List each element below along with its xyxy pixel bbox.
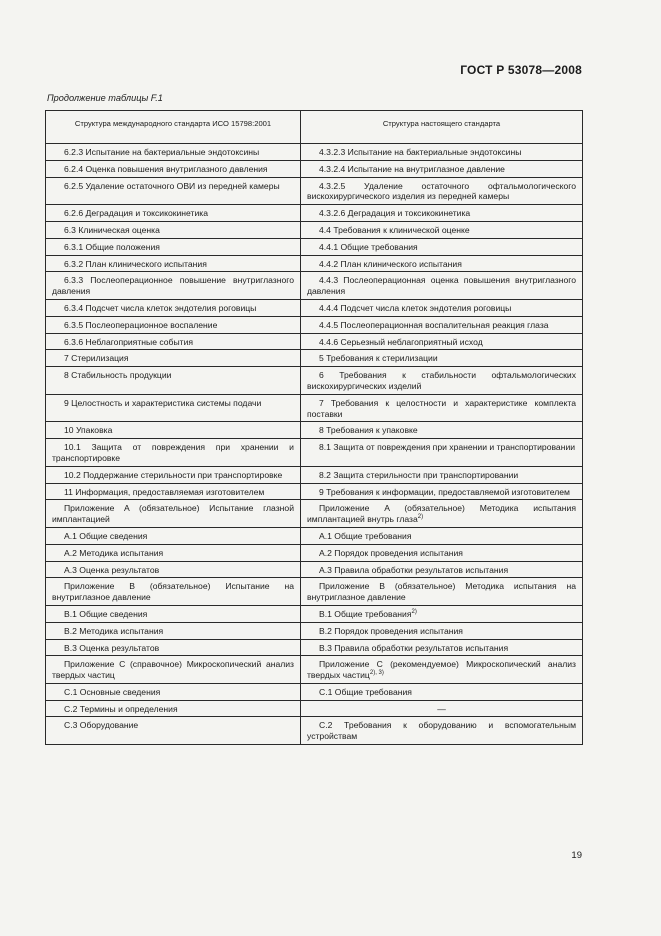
iso-structure-text: 8 Стабильность продукции [64,370,172,381]
gost-structure-label: 8.1 Защита от повреждения при хранении и транспортировании [319,442,576,453]
iso-structure-cell [46,656,301,684]
gost-structure-cell [301,683,583,700]
iso-structure-text: 6.3.6 Неблагоприятные события [64,336,194,347]
iso-structure-cell [46,439,301,467]
gost-structure-label: 5 Требования к стерилизации [319,353,438,364]
gost-structure-cell [301,367,583,395]
table-row [46,605,583,622]
gost-structure-text [307,303,576,314]
iso-structure-text: C.2 Термины и определения [64,703,178,714]
iso-structure-cell [46,177,301,205]
gost-structure-cell [301,255,583,272]
iso-structure-cell [46,160,301,177]
gost-structure-label: 4.3.2.6 Деградация и токсикокинетика [319,208,471,219]
gost-structure-text [307,337,576,348]
iso-structure-cell [46,205,301,222]
table-row [46,394,583,422]
gost-structure-label: 7 Требования к целостности и характеристике комплекта поставки [307,397,576,419]
iso-structure-text: 6.3.3 Послеоперационное повышение внутриглазного давления [52,275,294,297]
gost-structure-cell [301,221,583,238]
gost-structure-cell [301,299,583,316]
table-row [46,683,583,700]
gost-structure-label: Приложение C (рекомендуемое) Микроскопический анализ твердых частиц [307,659,576,681]
iso-structure-text: B.3 Оценка результатов [64,642,160,653]
gost-structure-label: 4.4.3 Послеоперационная оценка повышения внутриглазного давления [307,275,576,297]
gost-structure-text [307,259,576,270]
gost-structure-text [307,442,576,453]
gost-structure-cell [301,639,583,656]
gost-structure-cell [301,422,583,439]
gost-structure-label: 9 Требования к информации, предоставляемой изготовителем [319,486,570,497]
table-row [46,639,583,656]
iso-structure-cell [46,483,301,500]
iso-structure-text: Приложение A (обязательное) Испытание глазной имплантацией [52,503,294,525]
gost-structure-cell [301,333,583,350]
iso-structure-text: 6.3.4 Подсчет числа клеток эндотелия роговицы [64,302,257,313]
footnote-reference: 2), 3) [369,670,384,677]
iso-structure-cell [46,333,301,350]
iso-structure-cell [46,422,301,439]
gost-structure-cell [301,483,583,500]
iso-structure-cell [46,561,301,578]
table-row [46,527,583,544]
iso-structure-cell [46,578,301,606]
gost-structure-text [307,659,576,681]
standard-number: ГОСТ Р 53078—2008 [460,63,582,77]
gost-structure-text [307,581,576,603]
table-caption: Продолжение таблицы F.1 [47,93,163,103]
gost-structure-text [307,181,576,203]
gost-structure-text [307,398,576,420]
iso-structure-text: 10.2 Поддержание стерильности при транспортировке [64,469,283,480]
gost-structure-label: — [437,703,446,714]
gost-structure-cell [301,527,583,544]
gost-structure-cell [301,177,583,205]
iso-structure-cell [46,299,301,316]
iso-structure-cell [46,350,301,367]
gost-structure-label: 4.3.2.5 Удаление остаточного офтальмологического вискохирургического изделия из передней камеры [307,180,576,202]
gost-structure-text [307,503,576,525]
footnote-reference: 2) [417,514,424,521]
iso-structure-cell [46,394,301,422]
gost-structure-text [307,370,576,392]
gost-structure-label: 8 Требования к упаковке [319,425,418,436]
iso-structure-cell [46,221,301,238]
gost-structure-text [307,687,576,698]
gost-structure-label: A.3 Правила обработки результатов испытания [319,564,509,575]
gost-structure-text [307,470,576,481]
gost-structure-label: C.1 Общие требования [319,686,412,697]
iso-structure-cell [46,367,301,395]
gost-structure-text [307,487,576,498]
gost-structure-cell [301,205,583,222]
iso-structure-text: Приложение C (справочное) Микроскопический анализ твердых частиц [52,659,294,681]
gost-structure-text [307,531,576,542]
iso-structure-cell [46,255,301,272]
iso-structure-text: C.3 Оборудование [64,720,139,731]
gost-structure-text [307,565,576,576]
gost-structure-text [307,626,576,637]
gost-structure-label: 8.2 Защита стерильности при транспортировании [319,469,519,480]
gost-structure-cell [301,561,583,578]
gost-structure-text [307,320,576,331]
gost-structure-text [307,720,576,742]
iso-structure-text: A.1 Общие сведения [64,530,148,541]
table-row [46,622,583,639]
gost-structure-label: 4.4.4 Подсчет числа клеток эндотелия роговицы [319,302,512,313]
table-row [46,177,583,205]
table-body [46,144,583,745]
table-row [46,333,583,350]
gost-structure-cell [301,605,583,622]
iso-structure-text: 6.2.6 Деградация и токсикокинетика [64,208,209,219]
table-row [46,717,583,745]
iso-structure-text: 6.3 Клиническая оценка [64,224,160,235]
gost-structure-label: B.2 Порядок проведения испытания [319,625,463,636]
table-row [46,205,583,222]
gost-structure-label: A.2 Порядок проведения испытания [319,547,463,558]
iso-structure-cell [46,527,301,544]
iso-structure-text: 6.3.1 Общие положения [64,241,160,252]
gost-structure-cell [301,700,583,717]
gost-structure-label: 4.3.2.3 Испытание на бактериальные эндотоксины [319,147,522,157]
page-number: 19 [571,850,582,861]
table-row [46,422,583,439]
gost-structure-text [307,147,576,158]
iso-structure-text: B.1 Общие сведения [64,608,148,619]
iso-structure-text: 6.2.4 Оценка повышения внутриглазного давления [64,163,268,174]
gost-structure-label: 4.4.5 Послеоперационная воспалительная реакция глаза [319,319,549,330]
table-row [46,367,583,395]
iso-structure-cell [46,717,301,745]
gost-structure-label: A.1 Общие требования [319,530,412,541]
gost-structure-cell [301,394,583,422]
comparison-table [45,110,583,745]
gost-structure-text [307,164,576,175]
table-row [46,483,583,500]
gost-structure-text [307,208,576,219]
table-row [46,221,583,238]
gost-structure-text [307,225,576,236]
table-row [46,316,583,333]
iso-structure-text: 6.3.5 Послеоперационное воспаление [64,319,218,330]
gost-structure-cell [301,466,583,483]
gost-structure-text [307,548,576,559]
iso-structure-cell [46,238,301,255]
gost-structure-label: 6 Требования к стабильности офтальмологических вискохирургических изделий [307,370,576,391]
gost-structure-label: Приложение B (обязательное) Методика испытания на внутриглазное давление [307,581,576,603]
iso-structure-cell [46,466,301,483]
gost-structure-cell [301,578,583,606]
iso-structure-text: A.3 Оценка результатов [64,564,160,575]
gost-structure-text [307,643,576,654]
gost-structure-label: B.3 Правила обработки результатов испытания [319,642,509,653]
gost-structure-label: 4.4.1 Общие требования [319,241,418,252]
gost-structure-label: 4.3.2.4 Испытание на внутриглазное давление [319,163,505,174]
gost-structure-cell [301,656,583,684]
table-row [46,160,583,177]
gost-structure-cell [301,439,583,467]
iso-structure-cell [46,605,301,622]
column-header-iso: Структура международного стандарта ИСО 15798:2001 [46,111,301,144]
table-header-row [46,111,583,144]
iso-structure-cell [46,316,301,333]
gost-structure-label: B.1 Общие требования [319,608,412,619]
gost-structure-label: 4.4 Требования к клинической оценке [319,224,470,235]
table-row [46,439,583,467]
iso-structure-text: 10 Упаковка [64,425,113,436]
gost-structure-text [307,275,576,297]
iso-structure-text: 6.3.2 План клинического испытания [64,258,207,269]
iso-structure-cell [46,500,301,528]
iso-structure-cell [46,639,301,656]
iso-structure-cell [46,683,301,700]
iso-structure-text: 11 Информация, предоставляемая изготовителем [64,486,265,497]
table-row [46,144,583,161]
iso-structure-cell [46,700,301,717]
gost-structure-cell [301,500,583,528]
column-header-gost: Структура настоящего стандарта [301,111,583,144]
iso-structure-cell [46,544,301,561]
gost-structure-label: 4.4.2 План клинического испытания [319,258,462,269]
iso-structure-text: B.2 Методика испытания [64,625,164,636]
iso-structure-text: C.1 Основные сведения [64,686,161,697]
table-row [46,255,583,272]
gost-structure-cell [301,160,583,177]
table-row [46,561,583,578]
table-row [46,299,583,316]
gost-structure-text [307,704,576,715]
table-row [46,272,583,300]
gost-structure-cell [301,316,583,333]
table-row [46,700,583,717]
gost-structure-cell [301,622,583,639]
iso-structure-text: 6.2.5 Удаление остаточного ОВИ из передней камеры [64,180,280,191]
table-row [46,500,583,528]
iso-structure-text: 6.2.3 Испытание на бактериальные эндотоксины [64,147,260,157]
gost-structure-cell [301,144,583,161]
gost-structure-text [307,425,576,436]
table-row [46,656,583,684]
gost-structure-cell [301,350,583,367]
footnote-reference: 2) [411,609,417,616]
iso-structure-text: 9 Целостность и характеристика системы подачи [64,397,262,408]
table-row [46,466,583,483]
gost-structure-label: C.2 Требования к оборудованию и вспомогательным устройствам [307,720,576,742]
table-row [46,350,583,367]
gost-structure-text [307,353,576,364]
iso-structure-text: 7 Стерилизация [64,353,129,364]
iso-structure-text: A.2 Методика испытания [64,547,164,558]
gost-structure-text [307,242,576,253]
gost-structure-label: 4.4.6 Серьезный неблагоприятный исход [319,336,483,347]
iso-structure-cell [46,272,301,300]
gost-structure-label: Приложение A (обязательное) Методика испытания имплантацией внутрь глаза [307,503,576,525]
gost-structure-text [307,609,576,620]
iso-structure-text: Приложение B (обязательное) Испытание на внутриглазное давление [52,581,294,603]
table-row [46,238,583,255]
gost-structure-cell [301,544,583,561]
gost-structure-cell [301,238,583,255]
iso-structure-cell [46,144,301,161]
iso-structure-text: 10.1 Защита от повреждения при хранении и транспортировке [52,442,294,463]
iso-structure-cell [46,622,301,639]
gost-structure-cell [301,272,583,300]
gost-structure-cell [301,717,583,745]
table-row [46,544,583,561]
table-row [46,578,583,606]
